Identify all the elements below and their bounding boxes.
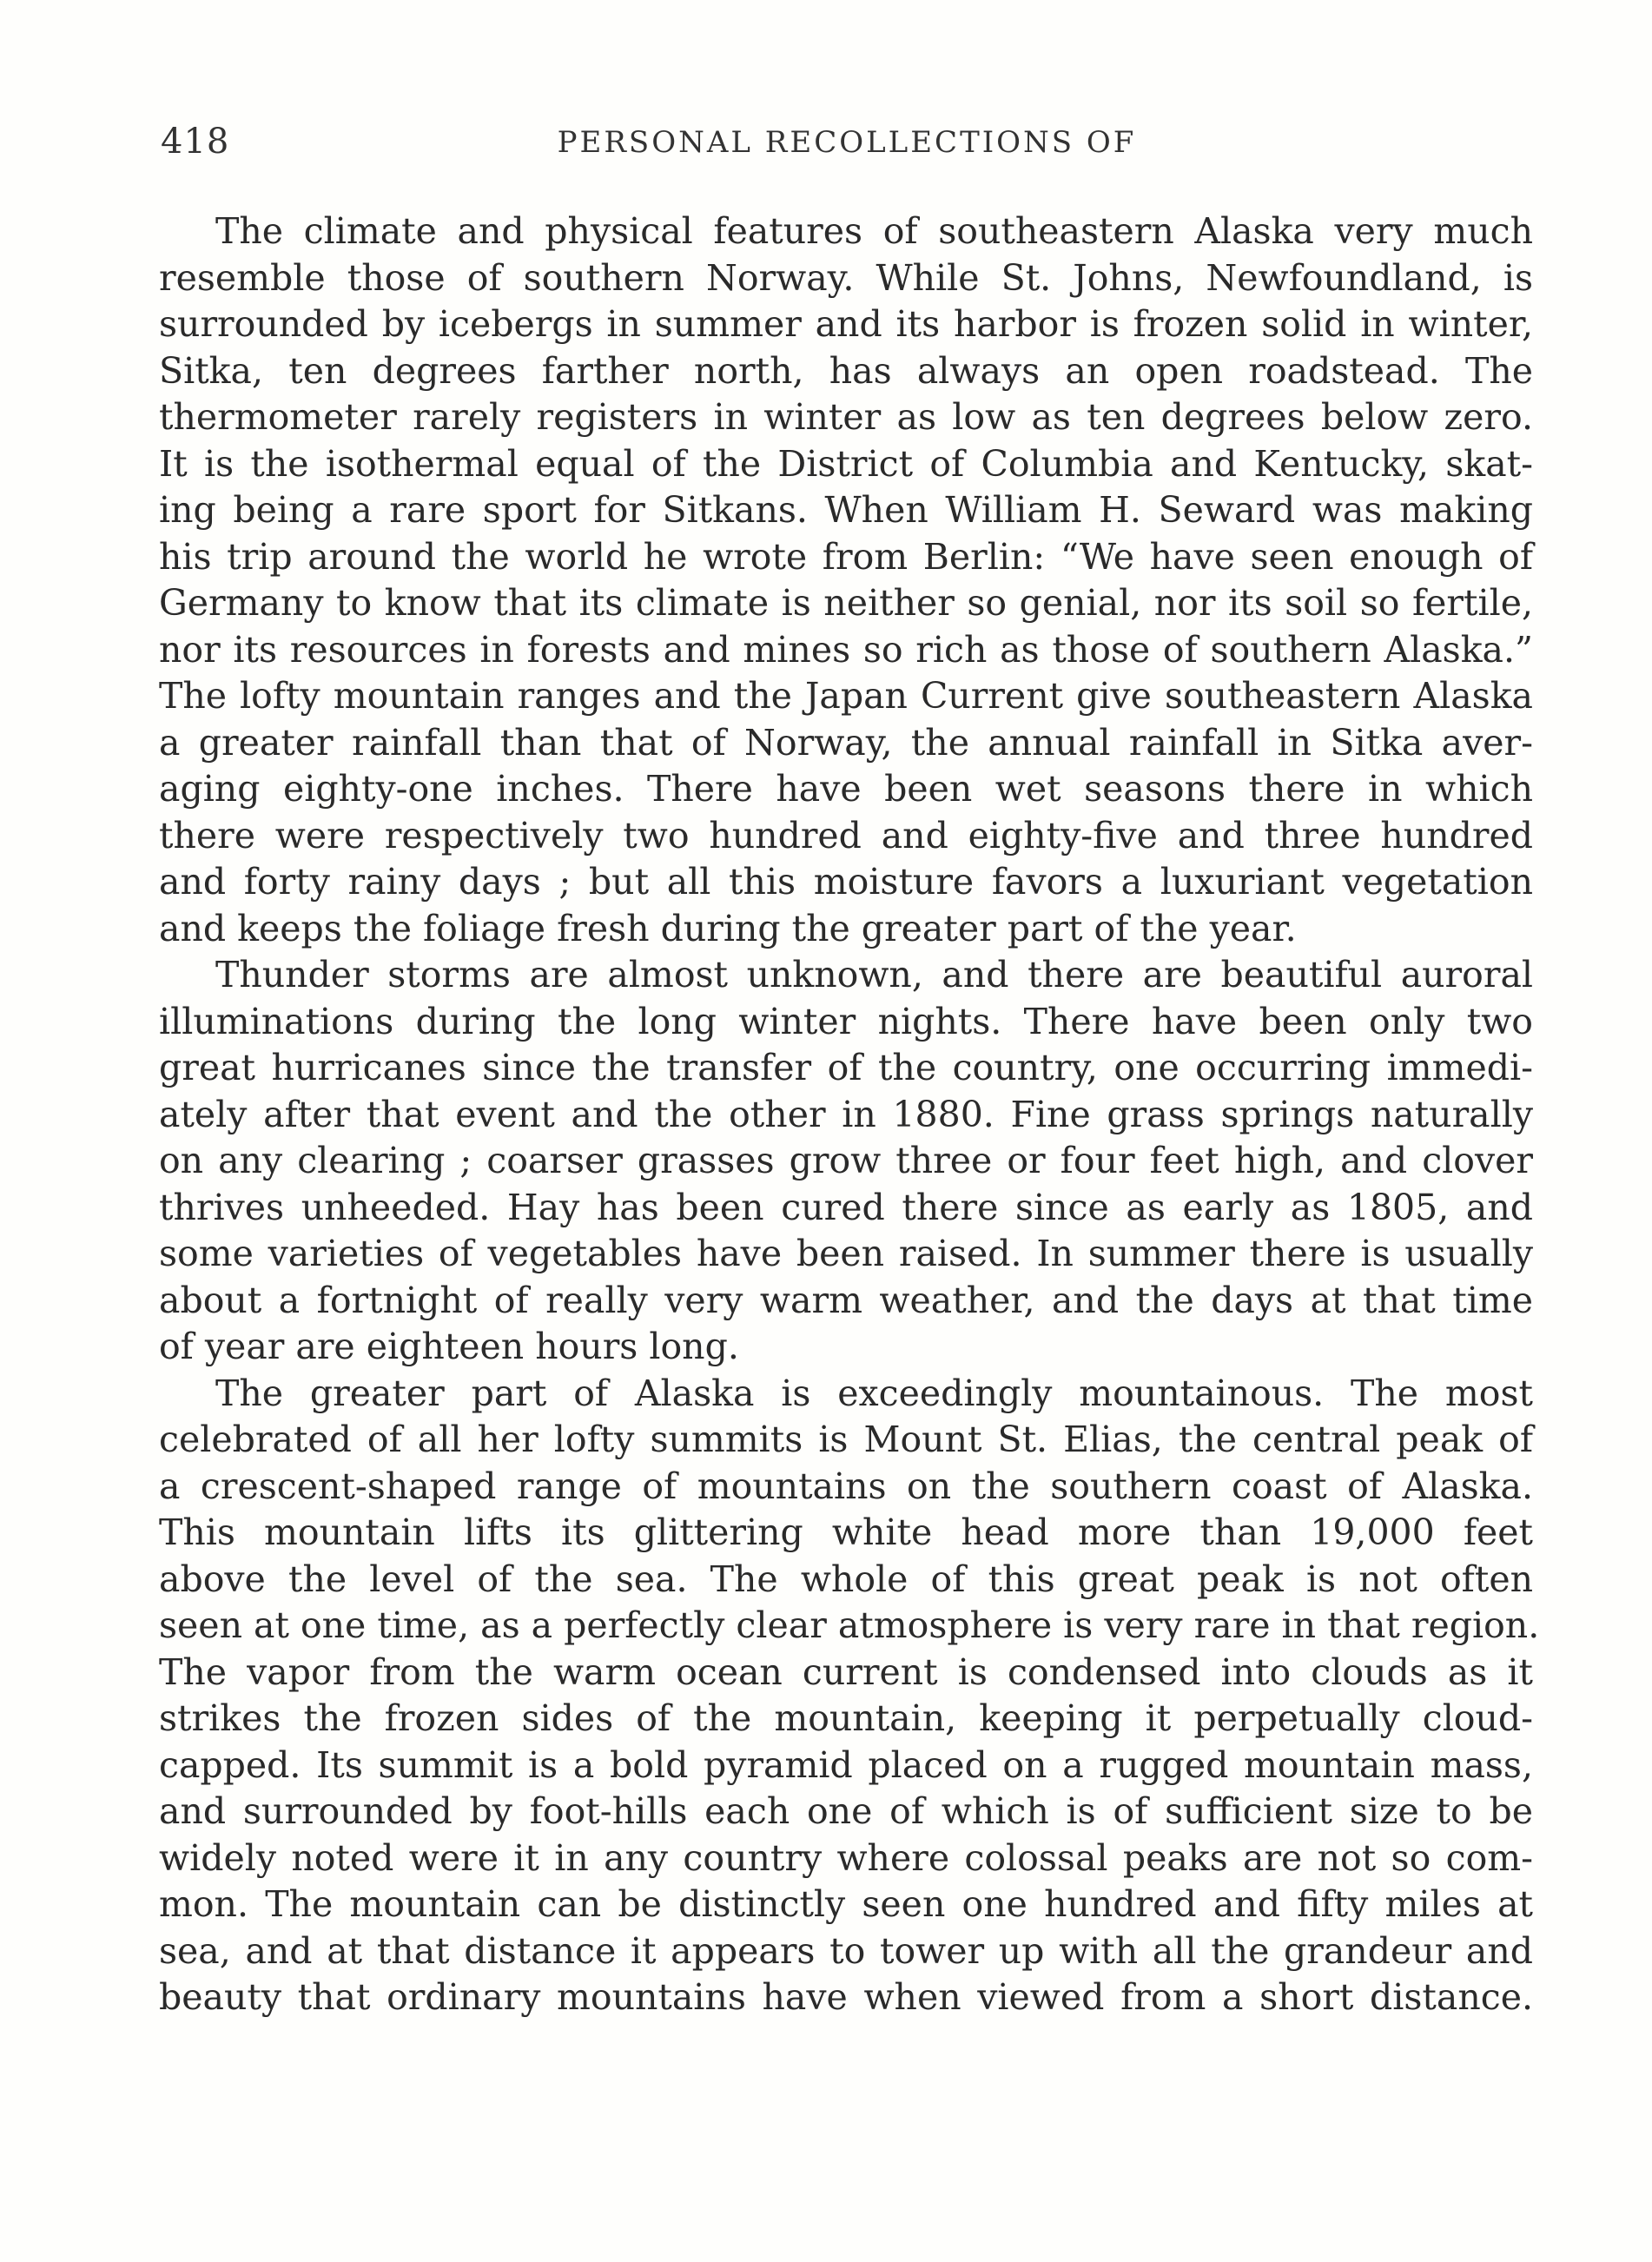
- paragraph: [159, 208, 1533, 952]
- text-line: The lofty mountain ranges and the Japan Current give southeastern Alaska: [159, 675, 1533, 717]
- text-line: seen at one time, as a perfectly clear atmosphere is very rare in that region.: [159, 1604, 1540, 1646]
- text-line: surrounded by icebergs in summer and its harbor is frozen solid in winter,: [159, 303, 1533, 345]
- text-line: The vapor from the warm ocean current is condensed into clouds as it: [159, 1650, 1533, 1693]
- text-line: thrives unheeded. Hay has been cured there since as early as 1805, and: [159, 1186, 1533, 1228]
- text-line: ing being a rare sport for Sitkans. When William H. Seward was making: [159, 489, 1533, 531]
- page-header: [161, 122, 1533, 174]
- text-line: and keeps the foliage fresh during the greater part of the year.: [159, 907, 1297, 949]
- text-line: there were respectively two hundred and eighty-five and three hundred: [159, 814, 1533, 857]
- paragraph: [159, 1371, 1540, 2021]
- page-number: 418: [161, 122, 230, 162]
- text-line: This mountain lifts its glittering white head more than 19,000 feet: [159, 1511, 1533, 1553]
- running-head: PERSONAL RECOLLECTIONS OF: [557, 125, 1137, 160]
- body-text: [159, 208, 1540, 2021]
- text-line: sea, and at that distance it appears to tower up with all the grandeur and: [159, 1929, 1533, 1972]
- text-line: mon. The mountain can be distinctly seen one hundred and fifty miles at: [159, 1883, 1533, 1925]
- text-line: above the level of the sea. The whole of this great peak is not often: [159, 1558, 1533, 1600]
- text-line: beauty that ordinary mountains have when viewed from a short distance.: [159, 1976, 1533, 2018]
- text-line: thermometer rarely registers in winter as low as ten degrees below zero.: [159, 396, 1533, 438]
- text-line: resemble those of southern Norway. While St. Johns, Newfoundland, is: [159, 256, 1533, 299]
- text-line: on any clearing ; coarser grasses grow three or four feet high, and clover: [159, 1140, 1533, 1181]
- text-line: Germany to know that its climate is neither so genial, nor its soil so fertile,: [159, 582, 1533, 624]
- text-line: a crescent-shaped range of mountains on the southern coast of Alaska.: [159, 1465, 1533, 1507]
- text-line: widely noted were it in any country where colossal peaks are not so com-: [159, 1836, 1533, 1879]
- text-line: of year are eighteen hours long.: [159, 1326, 739, 1367]
- text-line: illuminations during the long winter nights. There have been only two: [159, 1000, 1533, 1042]
- text-line: celebrated of all her lofty summits is Mount St. Elias, the central peak of: [159, 1419, 1533, 1460]
- text-line: The climate and physical features of southeastern Alaska very much: [215, 210, 1533, 252]
- text-line: and surrounded by foot-hills each one of which is of sufficient size to be: [159, 1790, 1533, 1832]
- text-line: some varieties of vegetables have been raised. In summer there is usually: [159, 1233, 1533, 1274]
- text-line: great hurricanes since the transfer of the country, one occurring immedi-: [159, 1047, 1533, 1088]
- text-line: nor its resources in forests and mines so rich as those of southern Alaska.”: [159, 628, 1533, 671]
- text-line: aging eighty-one inches. There have been wet seasons there in which: [159, 768, 1533, 810]
- text-line: about a fortnight of really very warm weather, and the days at that time: [159, 1279, 1533, 1321]
- text-line: It is the isothermal equal of the District of Columbia and Kentucky, skat-: [159, 442, 1533, 485]
- paragraph: [159, 952, 1533, 1371]
- text-line: ately after that event and the other in 1880. Fine grass springs naturally: [159, 1093, 1533, 1135]
- text-line: Sitka, ten degrees farther north, has always an open roadstead. The: [159, 349, 1533, 392]
- text-line: capped. Its summit is a bold pyramid placed on a rugged mountain mass,: [159, 1743, 1533, 1786]
- text-line: and forty rainy days ; but all this moisture favors a luxuriant vegetation: [159, 861, 1533, 903]
- text-line: The greater part of Alaska is exceedingly mountainous. The most: [215, 1372, 1533, 1414]
- text-line: strikes the frozen sides of the mountain, keeping it perpetually cloud-: [159, 1697, 1533, 1739]
- text-line: his trip around the world he wrote from Berlin: “We have seen enough of: [159, 535, 1533, 578]
- text-line: a greater rainfall than that of Norway, the annual rainfall in Sitka aver-: [159, 721, 1533, 764]
- text-line: Thunder storms are almost unknown, and there are beautiful auroral: [215, 954, 1533, 995]
